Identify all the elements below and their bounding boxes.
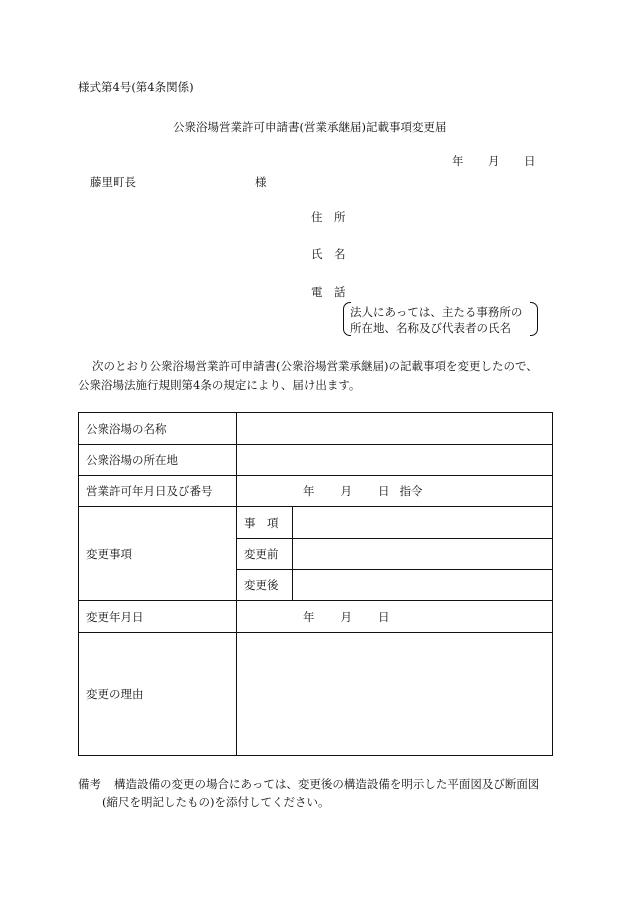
change-date-label: 変更年月日 [79,601,237,633]
remarks-line2: (縮尺を明記したもの)を添付してください。 [102,795,330,809]
permit-year-label: 年 [303,484,315,498]
facility-name-label: 公衆浴場の名称 [79,413,237,445]
before-field[interactable] [293,539,553,570]
applicant-phone-label: 電 話 [311,285,346,299]
reason-field[interactable] [237,633,553,756]
date-day-label: 日 [524,154,536,168]
table-row [79,476,553,507]
change-details-table [78,412,553,756]
table-row [79,507,553,539]
applicant-address-label: 住 所 [311,210,346,224]
facility-name-field[interactable] [237,413,553,445]
date-year-label: 年 [452,154,464,168]
permit-date-number-label: 営業許可年月日及び番号 [79,476,237,507]
change-day-label: 日 [378,609,390,624]
table-row [79,413,553,445]
facility-location-label: 公衆浴場の所在地 [79,445,237,476]
facility-location-field[interactable] [237,445,553,476]
remarks-line1: 構造設備の変更の場合にあっては、変更後の構造設備を明示した平面図及び断面図 [114,777,540,791]
table-row [79,601,553,633]
applicant-name-label: 氏 名 [311,247,346,261]
form-number: 様式第4号(第4条関係) [78,80,194,94]
permit-date-number-field[interactable] [237,476,553,507]
document-title: 公衆浴場営業許可申請書(営業承継届)記載事項変更届 [173,120,447,134]
permit-month-label: 月 [340,484,352,498]
item-label: 事 項 [237,507,293,539]
corporate-note-line2: 所在地、名称及び代表者の氏名 [350,321,511,335]
remarks-label: 備考 [78,777,101,791]
table-row [79,445,553,476]
body-text-line2: 公衆浴場法施行規則第4条の規定により、届け出ます。 [78,378,361,392]
date-month-label: 月 [488,154,500,168]
after-label: 変更後 [237,570,293,601]
after-field[interactable] [293,570,553,601]
addressee-name: 藤里町長 [90,175,136,189]
item-field[interactable] [293,507,553,539]
permit-suffix-label: 指令 [399,484,423,498]
change-year-label: 年 [303,609,315,624]
change-month-label: 月 [340,609,352,624]
change-items-label: 変更事項 [79,507,237,601]
corporate-note-bracket [343,302,538,336]
table-row [79,633,553,756]
corporate-note-line1: 法人にあっては、主たる事務所の [350,305,523,319]
right-bracket [530,302,538,336]
addressee-honorific: 様 [255,175,267,189]
before-label: 変更前 [237,539,293,570]
reason-label: 変更の理由 [79,633,237,756]
permit-day-label: 日 [378,484,390,498]
change-date-field[interactable] [237,601,553,633]
body-text-line1: 次のとおり公衆浴場営業許可申請書(公衆浴場営業承継届)の記載事項を変更したので、 [92,359,538,373]
